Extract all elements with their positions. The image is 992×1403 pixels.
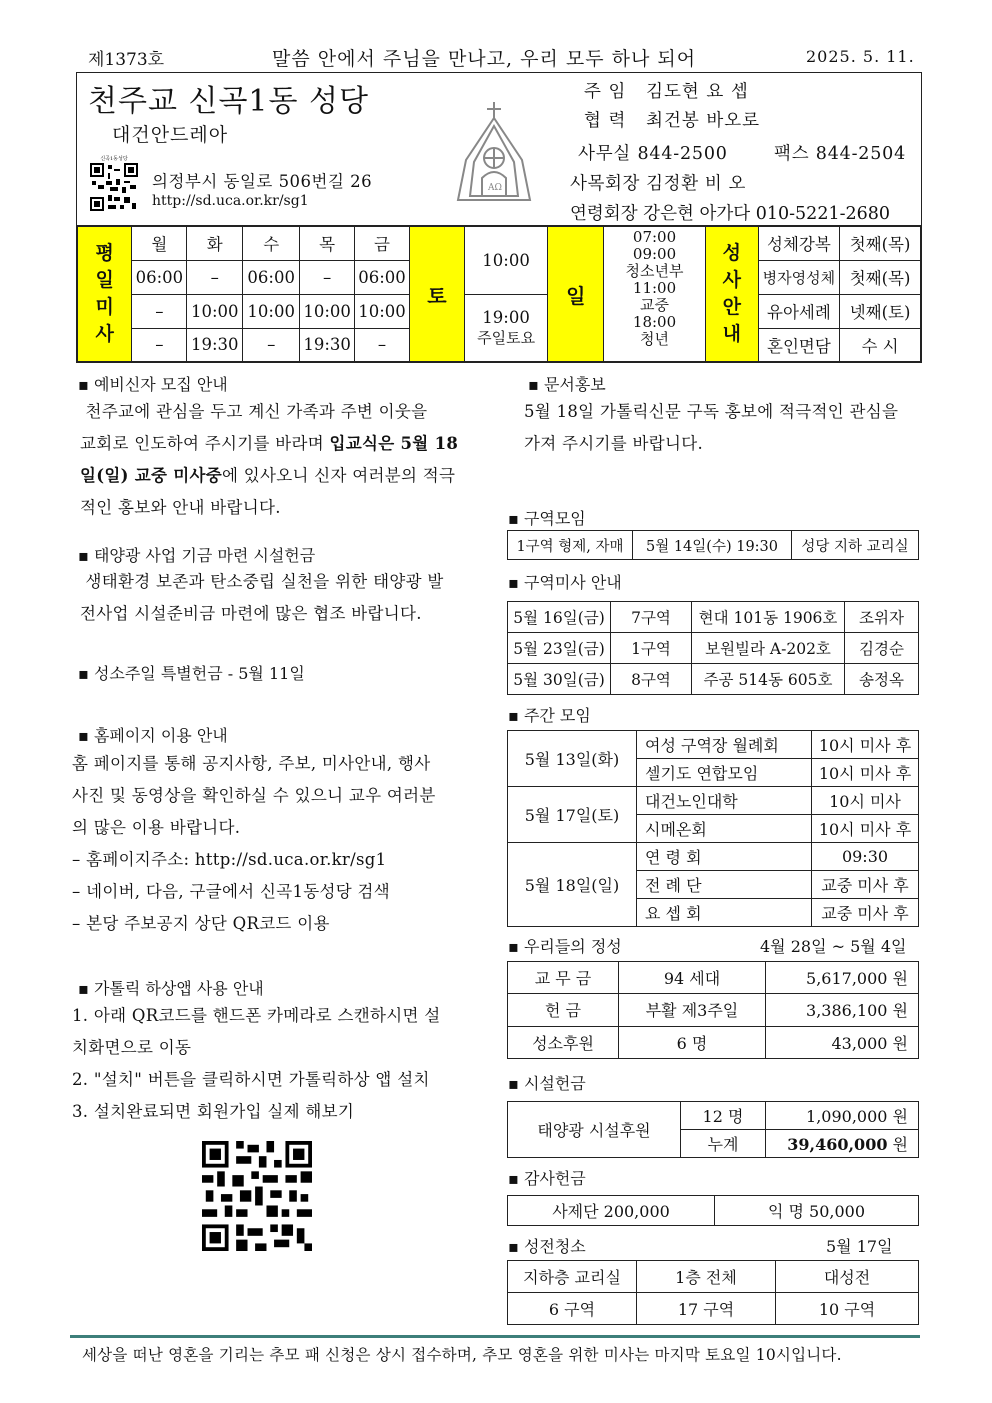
solar-fund-title: ▪ 태양광 사업 기금 마련 시설헌금 — [78, 546, 316, 565]
issue-date: 2025. 5. 11. — [806, 47, 915, 66]
day-header: 수 — [243, 226, 300, 260]
staff-role: 주 임 — [584, 82, 627, 102]
sacrament-when: 첫째(목) — [840, 260, 921, 294]
staff-assistant — [584, 107, 760, 132]
table-cell: 17 구역 — [637, 1293, 776, 1325]
svg-text:AΩ: AΩ — [488, 183, 502, 193]
sacrament-name: 병자영성체 — [758, 260, 839, 294]
table-cell: 대성전 — [776, 1261, 919, 1293]
motto: 말씀 안에서 주님을 만나고, 우리 모두 하나 되어 — [272, 48, 697, 70]
saturday-evening-mass: 19:00 주일토요 — [464, 294, 547, 362]
app-qr-code[interactable] — [202, 1141, 312, 1251]
church-logo-icon — [452, 100, 536, 208]
footer-divider — [70, 1335, 920, 1338]
table-cell: 3,386,100 원 — [766, 994, 919, 1026]
cleaning-date: 5월 17일 — [826, 1237, 893, 1256]
district-mass-table — [507, 601, 919, 695]
table-cell: 5월 16일(금) — [508, 602, 611, 633]
thanks-offering-table — [507, 1195, 919, 1226]
office-phone: 사무실 844-2500 — [578, 144, 728, 164]
table-cell: 성당 지하 교리실 — [792, 531, 919, 560]
table-cell: 10시 미사 후 — [812, 815, 919, 843]
table-cell: 6 구역 — [508, 1293, 637, 1325]
mass-time: – — [187, 260, 243, 294]
sacrament-name: 유아세례 — [758, 294, 839, 328]
table-cell: 1구역 — [611, 633, 692, 664]
issue-number: 제1373호 — [88, 50, 165, 70]
sunday-label: 일 — [548, 226, 604, 362]
table-cell: 10시 미사 후 — [812, 759, 919, 787]
table-cell: 김경순 — [845, 633, 919, 664]
table-cell: 5월 17일(토) — [508, 787, 637, 843]
press-title: ▪ 문서홍보 — [528, 375, 606, 394]
table-cell: 8구역 — [611, 664, 692, 695]
parish-qr-code[interactable] — [90, 155, 138, 211]
mass-time: 10:00 — [187, 294, 243, 328]
fax-number: 팩스 844-2504 — [774, 144, 907, 164]
staff-name: 최건봉 바오로 — [646, 111, 761, 131]
parish-address: 의정부시 동일로 506번길 26 — [152, 172, 373, 191]
mass-time: 19:30 — [187, 328, 243, 362]
mass-time: 10:00 — [243, 294, 300, 328]
offering-period: 4월 28일 ~ 5월 4일 — [760, 937, 907, 956]
parish-url[interactable]: http://sd.uca.or.kr/sg1 — [152, 193, 309, 209]
table-cell: 셀기도 연합모임 — [637, 759, 812, 787]
mass-time: 06:00 — [243, 260, 300, 294]
weekly-meetings-title: ▪ 주간 모임 — [508, 706, 591, 725]
table-cell: 43,000 원 — [766, 1026, 919, 1058]
weekly-meetings-table — [507, 730, 919, 927]
catechumen-title: ▪ 예비신자 모집 안내 — [78, 375, 228, 394]
mass-time: 06:00 — [132, 260, 187, 294]
sacrament-when: 넷째(토) — [840, 294, 921, 328]
sacrament-when: 수 시 — [840, 328, 921, 362]
facility-total-cell: 39,460,000 원 — [766, 1130, 919, 1158]
cleaning-table — [507, 1260, 919, 1325]
table-cell: 주공 514동 605호 — [692, 664, 845, 695]
table-cell: 5월 13일(화) — [508, 731, 637, 787]
sacrament-name: 혼인면담 — [758, 328, 839, 362]
offering-table — [507, 961, 919, 1059]
mass-time: – — [355, 328, 410, 362]
app-guide-title: ▪ 가톨릭 하상앱 사용 안내 — [78, 979, 264, 998]
pastoral-council-chair: 사목회장 김정환 비 오 — [570, 174, 747, 194]
table-cell: 10시 미사 — [812, 787, 919, 815]
table-cell: 10시 미사 후 — [812, 731, 919, 759]
parish-name: 천주교 신곡1동 성당 — [88, 84, 369, 119]
district-meeting-table — [507, 530, 919, 560]
staff-name: 김도현 요 셉 — [646, 82, 749, 102]
mass-time: – — [132, 294, 187, 328]
table-cell: 전 례 단 — [637, 871, 812, 899]
table-cell: 지하층 교리실 — [508, 1261, 637, 1293]
table-cell: 보원빌라 A-202호 — [692, 633, 845, 664]
weekday-mass-label: 평 일 미 사 — [77, 226, 132, 362]
table-cell: 12 명 — [681, 1102, 766, 1130]
table-cell: 조위자 — [845, 602, 919, 633]
table-cell: 익 명 50,000 — [715, 1196, 919, 1226]
table-cell: 태양광 시설후원 — [508, 1102, 681, 1158]
table-cell: 교 무 금 — [508, 962, 619, 994]
homepage-body: 홈 페이지를 통해 공지사항, 주보, 미사안내, 행사 사진 및 동영상을 확인하실 수 있으니 교우 여러분 의 많은 이용 바랍니다. – 홈페이지주소: http://sd.uca.or.kr/sg1 – 네이버, 다음, 구글에서 신곡1동성당 검색 – 본당 주보공지 상단 QR코드 이용 — [72, 754, 436, 933]
mass-time: 19:30 — [300, 328, 355, 362]
table-cell: 요 셉 회 — [637, 899, 812, 927]
table-cell: 1,090,000 원 — [766, 1102, 919, 1130]
facility-offering-table — [507, 1101, 919, 1158]
table-cell: 5월 14일(수) 19:30 — [633, 531, 792, 560]
table-cell: 5,617,000 원 — [766, 962, 919, 994]
table-cell: 사제단 200,000 — [508, 1196, 715, 1226]
table-cell: 교중 미사 후 — [812, 899, 919, 927]
cleaning-title: ▪ 성전청소 — [508, 1237, 586, 1256]
funeral-council-chair: 연령회장 강은현 아가다 010-5221-2680 — [570, 204, 891, 224]
table-cell: 누계 — [681, 1130, 766, 1158]
app-guide-body: 1. 아래 QR코드를 핸드폰 카메라로 스캔하시면 설 치화면으로 이동 2. "설치" 버튼을 클릭하시면 가톨릭하상 앱 설치 3. 설치완료되면 회원가입 실제 해보기 — [72, 1006, 441, 1121]
table-cell: 교중 미사 후 — [812, 871, 919, 899]
table-cell: 부활 제3주일 — [619, 994, 766, 1026]
press-body: 5월 18일 가톨릭신문 구독 홍보에 적극적인 관심을 가져 주시기를 바랍니다. — [524, 402, 899, 453]
table-cell: 5월 23일(금) — [508, 633, 611, 664]
district-meeting-title: ▪ 구역모임 — [508, 509, 586, 528]
homepage-title: ▪ 홈페이지 이용 안내 — [78, 726, 228, 745]
table-cell: 여성 구역장 월례회 — [637, 731, 812, 759]
footer-notice: 세상을 떠난 영혼을 기리는 추모 패 신청은 상시 접수하며, 추모 영혼을 위한 미사는 마지막 토요일 10시입니다. — [82, 1346, 842, 1364]
mass-schedule-table — [76, 225, 922, 363]
patron-saint: 대건안드레아 — [112, 124, 229, 146]
sacrament-when: 첫째(목) — [840, 226, 921, 260]
saturday-mass-time: 10:00 — [464, 226, 547, 294]
table-cell: 대건노인대학 — [637, 787, 812, 815]
table-cell: 헌 금 — [508, 994, 619, 1026]
table-cell: 10 구역 — [776, 1293, 919, 1325]
mass-time: 06:00 — [355, 260, 410, 294]
mass-time: 10:00 — [300, 294, 355, 328]
table-cell: 1구역 형제, 자매 — [508, 531, 633, 560]
table-cell: 현대 101동 1906호 — [692, 602, 845, 633]
table-cell: 94 세대 — [619, 962, 766, 994]
table-cell: 성소후원 — [508, 1026, 619, 1058]
district-mass-title: ▪ 구역미사 안내 — [508, 573, 622, 592]
table-cell: 7구역 — [611, 602, 692, 633]
table-cell: 1층 전체 — [637, 1261, 776, 1293]
facility-offering-title: ▪ 시설헌금 — [508, 1074, 586, 1093]
solar-fund-body: 생태환경 보존과 탄소중립 실천을 위한 태양광 발 전사업 시설준비금 마련에 많은 협조 바랍니다. — [80, 572, 444, 623]
vocation-offering: ▪ 성소주일 특별헌금 - 5월 11일 — [78, 664, 305, 683]
table-cell: 송정옥 — [845, 664, 919, 695]
mass-time: – — [300, 260, 355, 294]
saturday-label: 토 — [409, 226, 464, 362]
thanks-offering-title: ▪ 감사헌금 — [508, 1169, 586, 1188]
sacrament-label: 성 사 안 내 — [705, 226, 758, 362]
table-cell: 09:30 — [812, 843, 919, 871]
staff-role: 협 력 — [584, 111, 627, 131]
table-cell: 연 령 회 — [637, 843, 812, 871]
day-header: 화 — [187, 226, 243, 260]
offering-title: ▪ 우리들의 정성 — [508, 937, 622, 956]
day-header: 월 — [132, 226, 187, 260]
qr-caption: 신곡1동성당 — [100, 156, 128, 162]
sunday-mass-times: 07:00 09:00 청소년부 11:00 교중 18:00 청년 — [604, 226, 706, 362]
day-header: 목 — [300, 226, 355, 260]
table-cell: 시메온회 — [637, 815, 812, 843]
mass-time: – — [243, 328, 300, 362]
table-cell: 6 명 — [619, 1026, 766, 1058]
mass-time: – — [132, 328, 187, 362]
day-header: 금 — [355, 226, 410, 260]
mass-time: 10:00 — [355, 294, 410, 328]
table-cell: 5월 18일(일) — [508, 843, 637, 927]
qr-icon — [90, 163, 138, 211]
catechumen-body: 천주교에 관심을 두고 계신 가족과 주변 이웃을 교회로 인도하여 주시기를 바라며 입교식은 5월 18 일(일) 교중 미사중에 있사오니 신자 여러분의 적극 적인 홍보와 안내 바랍니다. — [80, 402, 459, 517]
table-cell: 5월 30일(금) — [508, 664, 611, 695]
sacrament-name: 성체강복 — [758, 226, 839, 260]
staff-pastor — [584, 78, 749, 103]
